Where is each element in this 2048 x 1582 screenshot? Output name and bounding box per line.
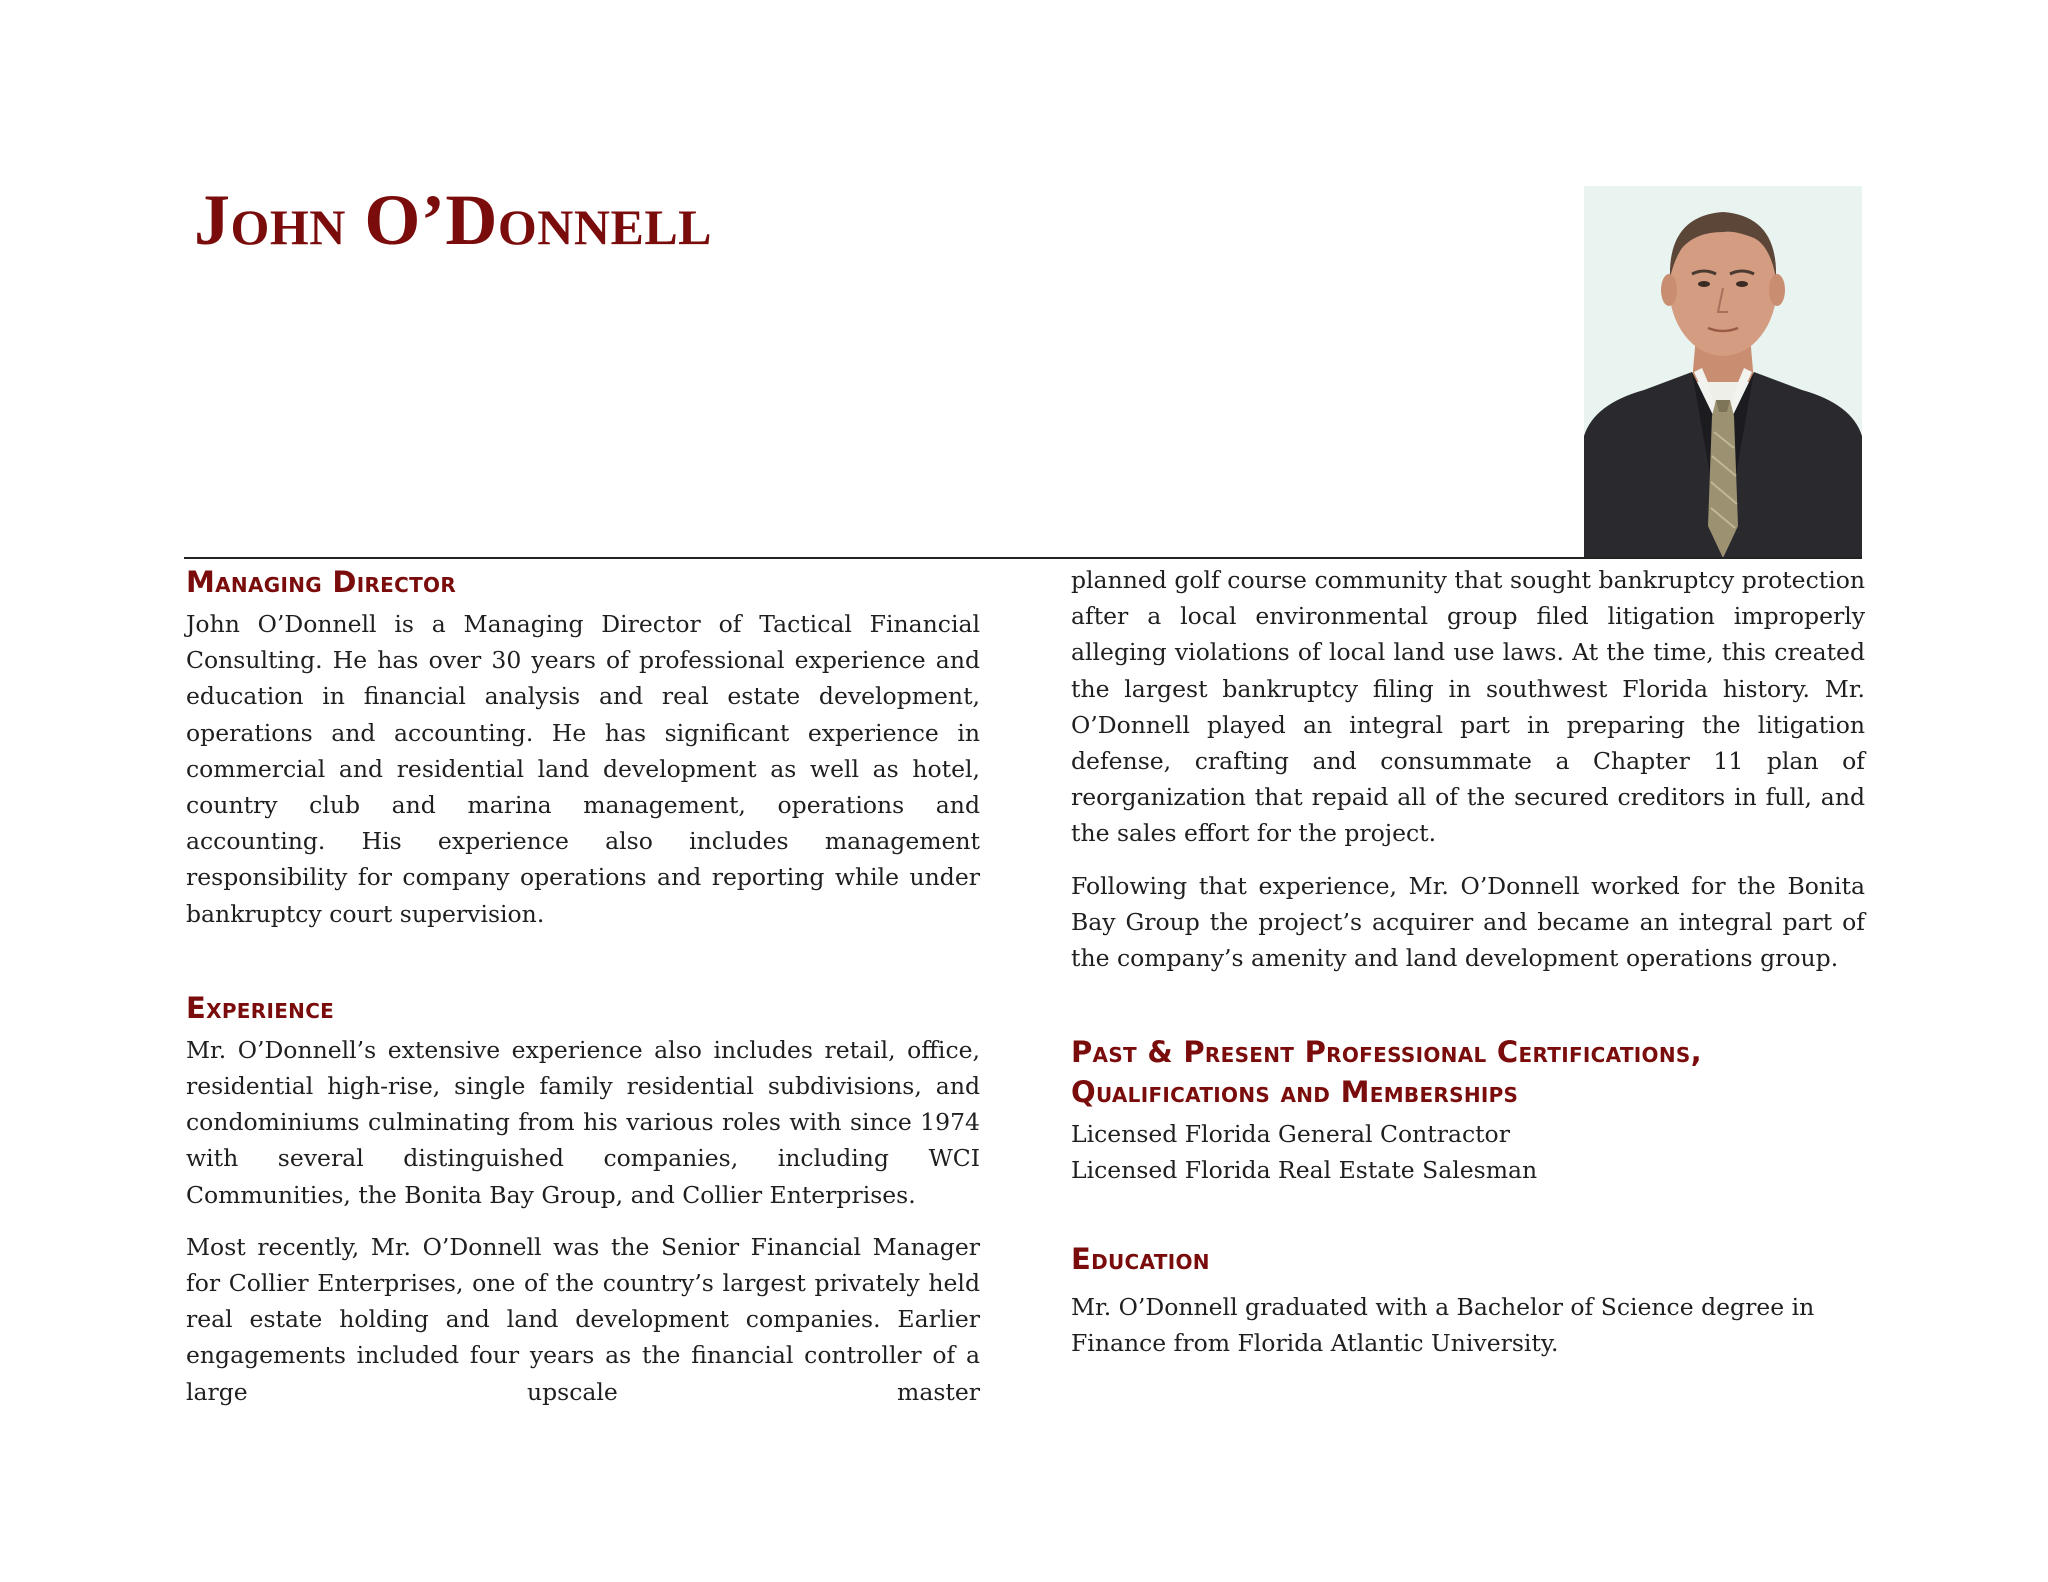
section-divider <box>184 557 1862 559</box>
certifications-heading-line-1: Past & Present Professional Certifications, <box>1071 1035 1702 1070</box>
certification-item: Licensed Florida General Contractor <box>1071 1120 1510 1149</box>
experience-paragraph-3: Following that experience, Mr. O’Donnell worked for the Bonita Bay Group the project’s acquirer and became an integral part of the company’s amenity and land development operations group. <box>1071 871 1865 973</box>
certifications-heading-line-2: Qualifications and Memberships <box>1071 1075 1519 1110</box>
left-column <box>186 562 980 1410</box>
right-column <box>1071 562 1865 1361</box>
education-heading: Education <box>1071 1241 1210 1276</box>
education-paragraph: Mr. O’Donnell graduated with a Bachelor of Science degree in Finance from Florida Atlantic University. <box>1071 1292 1815 1357</box>
experience-paragraph-2-continued: planned golf course community that sought bankruptcy protection after a local environmental group filed litigation improperly alleging violations of local land use laws. At the time, this created the largest bankruptcy filing in southwest Florida history. Mr. O’Donnell played an integral part in preparing the litigation defense, crafting and consummate a Chapter 11 plan of reorganization that repaid all of the secured creditors in full, and the sales effort for the project. <box>1071 566 1865 848</box>
managing-director-heading: Managing Director <box>186 565 457 599</box>
experience-paragraph-2: Most recently, Mr. O’Donnell was the Senior Financial Manager for Collier Enterprises, one of the country’s largest privately held real estate holding and land development companies. Earlier engagements included four years as the financial controller of a large upscale master <box>186 1232 980 1406</box>
page-title: John O’Donnell <box>194 180 713 260</box>
portrait-photo <box>1584 186 1862 558</box>
experience-paragraph-1: Mr. O’Donnell’s extensive experience also includes retail, office, residential high-rise, single family residential subdivisions, and condominiums culminating from his various roles with since 1974 with several distinguished companies, including WCI Communities, the Bonita Bay Group, and Collier Enterprises. <box>186 1035 980 1209</box>
managing-director-paragraph: John O’Donnell is a Managing Director of Tactical Financial Consulting. He has over 30 years of professional experience and education in financial analysis and real estate development, operations and accounting. He has significant experience in commercial and residential land development as well as hotel, country club and marina management, operations and accounting. His experience also includes management responsibility for company operations and reporting while under bankruptcy court supervision. <box>186 610 980 928</box>
certification-item: Licensed Florida Real Estate Salesman <box>1071 1156 1538 1185</box>
experience-heading: Experience <box>186 990 335 1025</box>
